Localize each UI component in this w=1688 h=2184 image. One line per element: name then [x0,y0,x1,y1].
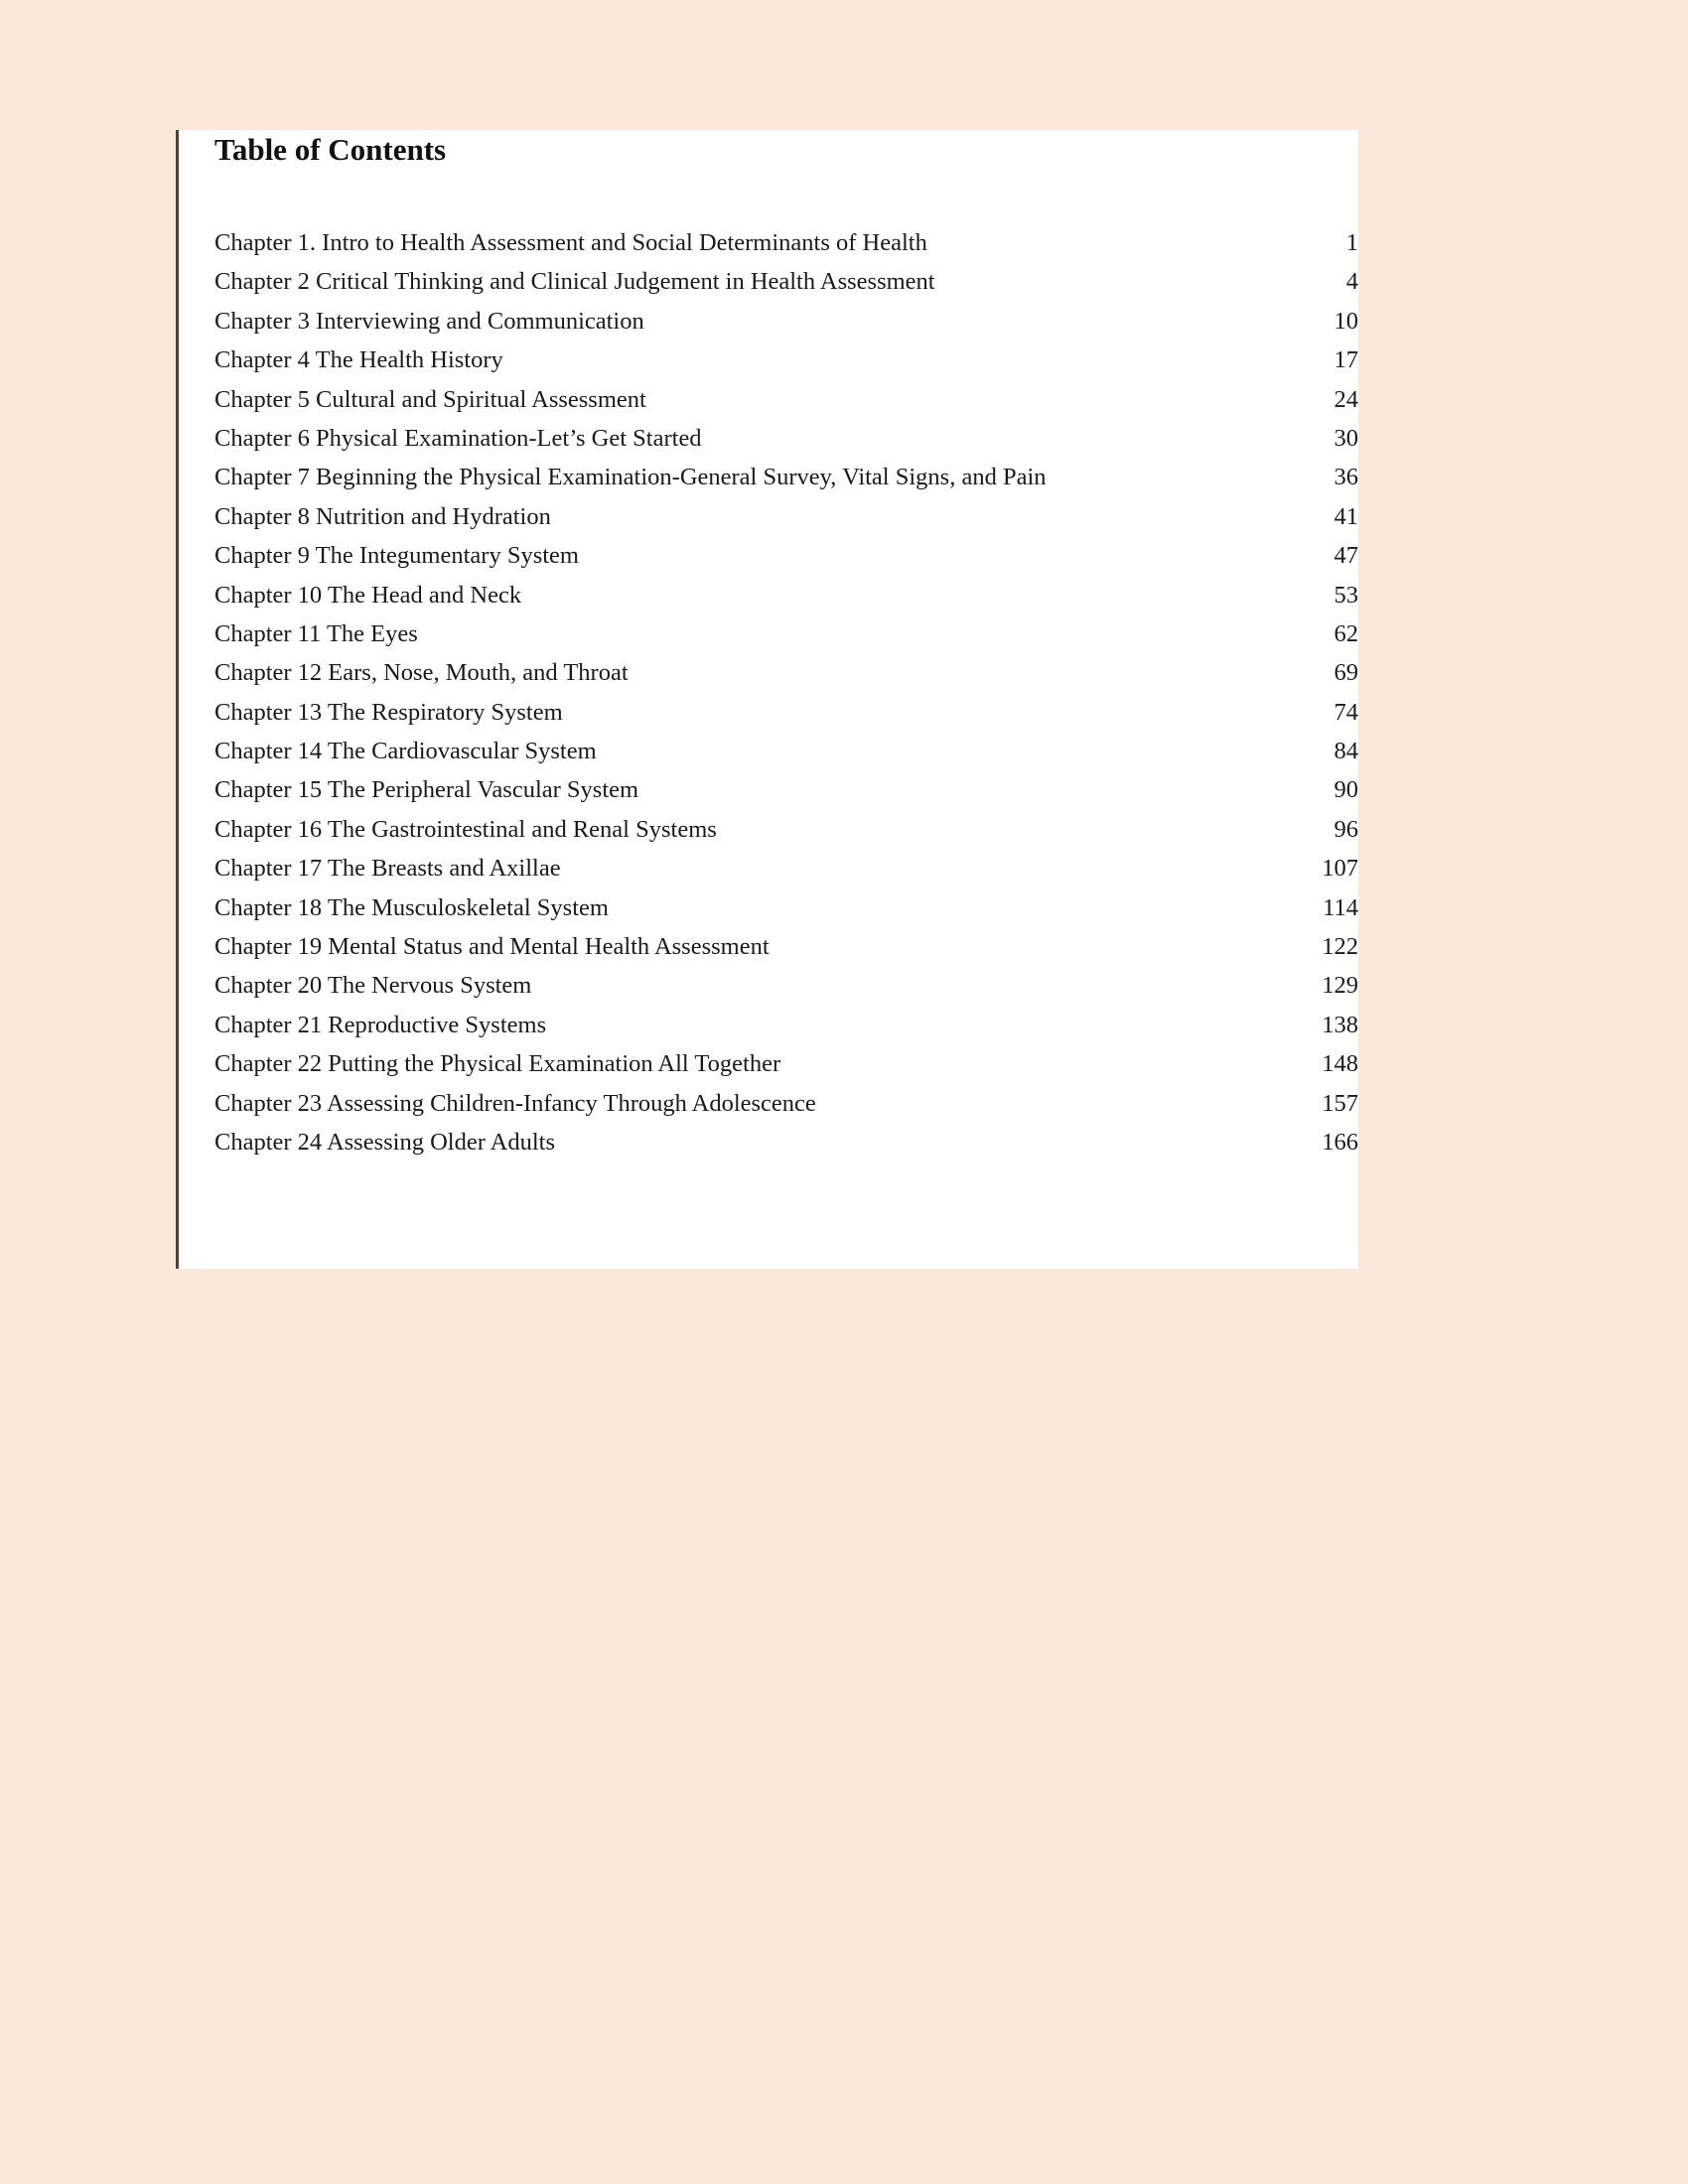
toc-entry[interactable] [214,576,1358,614]
toc-entry-label: Chapter 22 Putting the Physical Examination All Together [214,1050,781,1078]
toc-entry-page-number: 114 [1323,893,1358,921]
toc-entry-page-number: 62 [1334,619,1358,647]
toc-entry-page-number: 84 [1334,738,1358,765]
toc-entry-label: Chapter 14 The Cardiovascular System [214,738,597,765]
toc-entry[interactable] [214,1123,1358,1161]
toc-entry[interactable] [214,341,1358,379]
toc-entry[interactable] [214,966,1358,1005]
toc-entry[interactable] [214,262,1358,301]
toc-entry-page-number: 138 [1322,1011,1358,1038]
page-title: Table of Contents [214,132,447,167]
toc-entry-label: Chapter 10 The Head and Neck [214,581,522,609]
toc-entry-label: Chapter 2 Critical Thinking and Clinical Judgement in Health Assessment [214,268,935,296]
toc-entry[interactable] [214,888,1358,927]
toc-entry-page-number: 148 [1322,1050,1358,1078]
toc-entry[interactable] [214,419,1358,458]
toc-entry[interactable] [214,614,1358,653]
toc-entry[interactable] [214,223,1358,262]
toc-entry[interactable] [214,732,1358,770]
toc-entry[interactable] [214,927,1358,966]
toc-entry-label: Chapter 20 The Nervous System [214,972,532,1000]
toc-entry[interactable] [214,458,1358,496]
toc-entry[interactable] [214,653,1358,692]
toc-entry-label: Chapter 8 Nutrition and Hydration [214,502,551,530]
toc-entry[interactable] [214,380,1358,419]
toc-entry-page-number: 41 [1334,502,1358,530]
table-of-contents [214,223,1358,1161]
toc-entry-page-number: 157 [1322,1089,1358,1117]
toc-entry[interactable] [214,536,1358,575]
toc-entry-label: Chapter 13 The Respiratory System [214,698,563,726]
toc-entry-label: Chapter 24 Assessing Older Adults [214,1128,555,1156]
toc-entry[interactable] [214,1006,1358,1044]
document-page [176,130,1358,1269]
toc-entry[interactable] [214,693,1358,732]
toc-entry-label: Chapter 18 The Musculoskeletal System [214,893,609,921]
toc-entry[interactable] [214,302,1358,341]
toc-entry-page-number: 74 [1334,698,1358,726]
toc-entry-page-number: 96 [1334,815,1358,843]
toc-entry-page-number: 36 [1334,464,1358,491]
toc-entry[interactable] [214,497,1358,536]
toc-entry-label: Chapter 16 The Gastrointestinal and Renal Systems [214,815,717,843]
toc-entry[interactable] [214,1044,1358,1083]
toc-entry-page-number: 17 [1334,346,1358,374]
toc-entry-page-number: 10 [1334,307,1358,335]
toc-entry[interactable] [214,810,1358,849]
toc-entry-page-number: 107 [1322,855,1358,883]
toc-entry-page-number: 4 [1345,268,1358,296]
toc-entry-page-number: 1 [1345,229,1358,256]
toc-entry-page-number: 129 [1322,972,1358,1000]
toc-entry-label: Chapter 7 Beginning the Physical Examination-General Survey, Vital Signs, and Pain [214,464,1047,491]
toc-entry-label: Chapter 12 Ears, Nose, Mouth, and Throat [214,659,629,687]
toc-entry-label: Chapter 5 Cultural and Spiritual Assessment [214,385,646,413]
toc-entry-label: Chapter 17 The Breasts and Axillae [214,855,561,883]
toc-entry-page-number: 47 [1334,542,1358,570]
toc-entry-page-number: 53 [1334,581,1358,609]
toc-entry-label: Chapter 3 Interviewing and Communication [214,307,644,335]
toc-entry-page-number: 69 [1334,659,1358,687]
toc-entry-label: Chapter 9 The Integumentary System [214,542,579,570]
toc-entry-label: Chapter 23 Assessing Children-Infancy Through Adolescence [214,1089,816,1117]
toc-entry-label: Chapter 11 The Eyes [214,619,418,647]
toc-entry[interactable] [214,770,1358,809]
toc-entry[interactable] [214,1084,1358,1123]
toc-entry-label: Chapter 6 Physical Examination-Let’s Get Started [214,424,702,452]
toc-entry-page-number: 30 [1334,424,1358,452]
toc-entry-page-number: 166 [1322,1128,1358,1156]
toc-entry-page-number: 90 [1334,776,1358,804]
toc-entry[interactable] [214,849,1358,887]
toc-entry-label: Chapter 1. Intro to Health Assessment and Social Determinants of Health [214,229,927,256]
toc-entry-page-number: 24 [1334,385,1358,413]
toc-entry-label: Chapter 19 Mental Status and Mental Health Assessment [214,933,770,961]
toc-entry-label: Chapter 21 Reproductive Systems [214,1011,547,1038]
toc-entry-label: Chapter 4 The Health History [214,346,503,374]
toc-entry-page-number: 122 [1322,933,1358,961]
toc-entry-label: Chapter 15 The Peripheral Vascular System [214,776,639,804]
